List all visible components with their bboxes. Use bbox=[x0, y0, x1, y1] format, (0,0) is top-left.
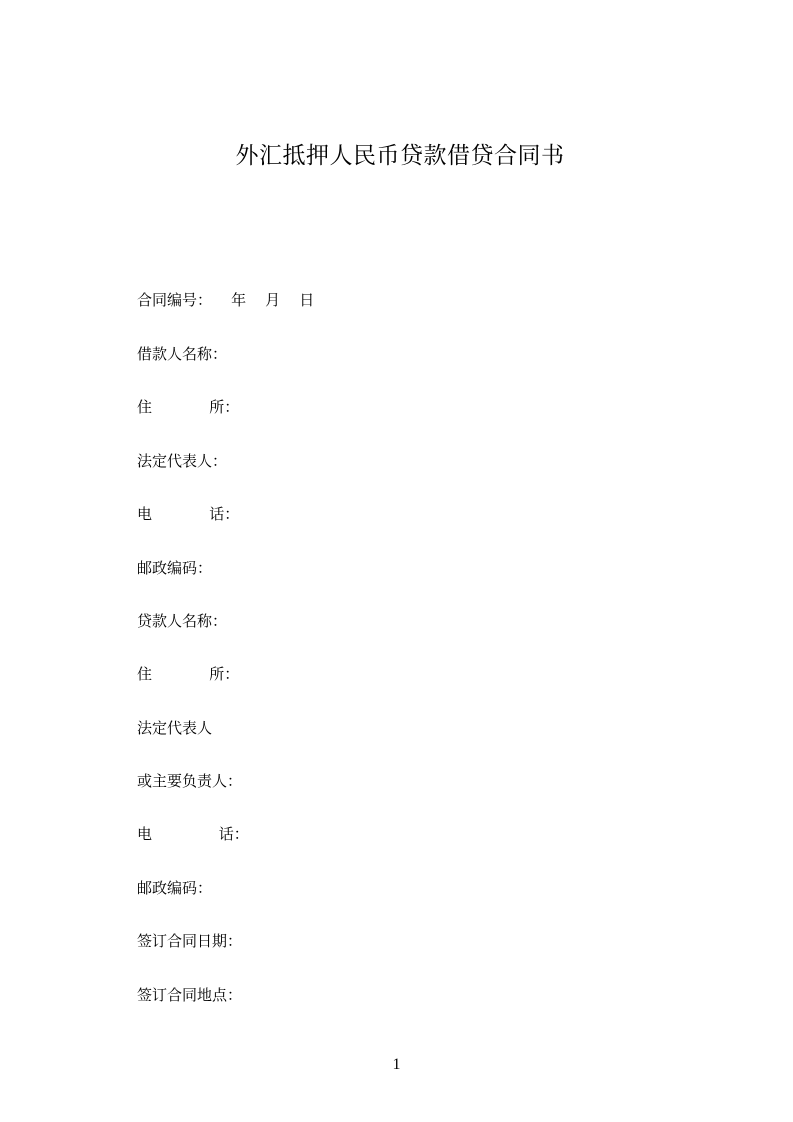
signing-place-field: 签订合同地点： bbox=[137, 986, 243, 1004]
lender-name-field: 贷款人名称： bbox=[137, 612, 228, 630]
lender-legal-rep-field: 法定代表人 bbox=[137, 719, 213, 737]
borrower-address-field: 住 所： bbox=[137, 398, 240, 416]
borrower-legal-rep-field: 法定代表人： bbox=[137, 452, 228, 470]
document-title: 外汇抵押人民币贷款借贷合同书 bbox=[235, 143, 565, 169]
lender-phone-field: 电 话： bbox=[137, 825, 249, 843]
lender-address-field: 住 所： bbox=[137, 665, 240, 683]
borrower-name-field: 借款人名称： bbox=[137, 345, 228, 363]
lender-postcode-field: 邮政编码： bbox=[137, 879, 213, 897]
page-number: 1 bbox=[392, 1056, 401, 1073]
contract-number-field: 合同编号： 年 月 日 bbox=[137, 291, 315, 309]
lender-principal-field: 或主要负责人： bbox=[137, 772, 243, 790]
borrower-postcode-field: 邮政编码： bbox=[137, 559, 213, 577]
borrower-phone-field: 电 话： bbox=[137, 505, 240, 523]
signing-date-field: 签订合同日期： bbox=[137, 932, 243, 950]
